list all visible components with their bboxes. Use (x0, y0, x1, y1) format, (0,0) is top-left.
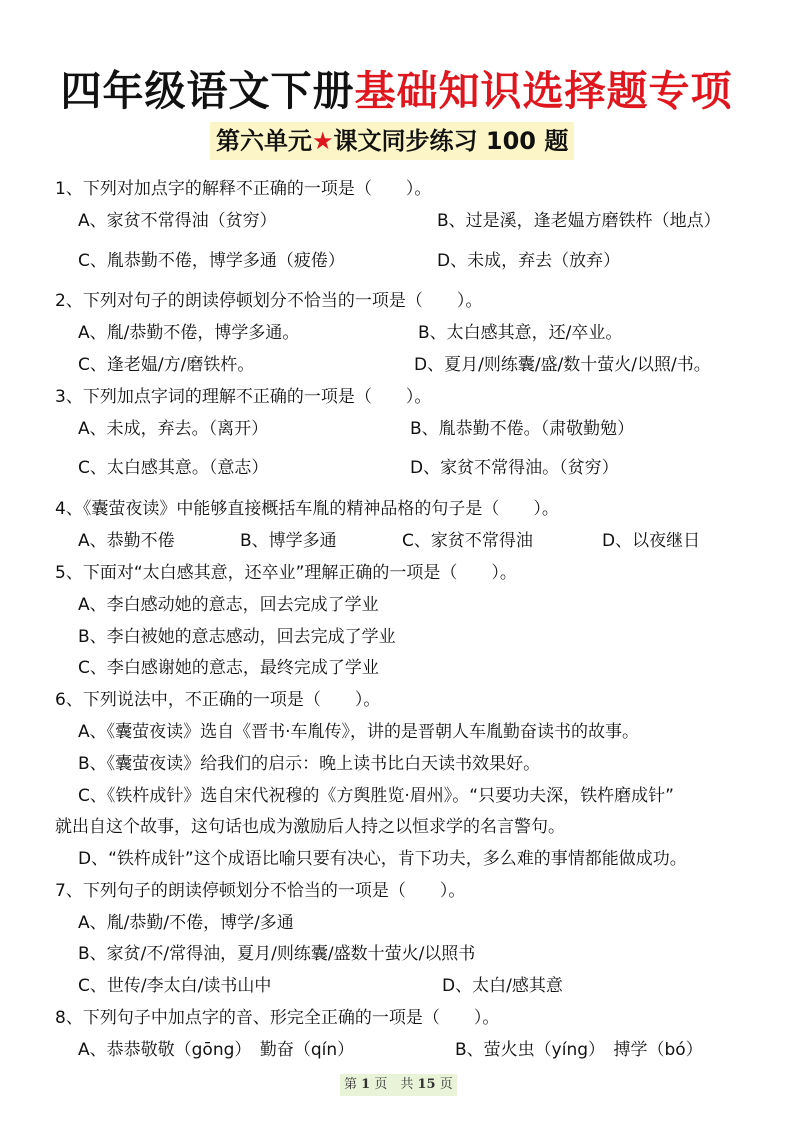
footer-total-pages: 15 (417, 1077, 436, 1092)
q7-option-c: C、世传/李太白/读书山中 (78, 976, 272, 996)
question-6: 6、下列说法中，不正确的一项是（ ）。 (55, 690, 381, 710)
page-subtitle (210, 122, 574, 160)
q3-option-d: D、家贫不常得油。（贫穷） (410, 458, 619, 478)
q1-option-c: C、胤恭勤不倦，博学多通（疲倦） (78, 251, 345, 271)
q1-option-d: D、未成，弃去（放弃） (437, 251, 621, 271)
footer-prefix: 第 (344, 1077, 358, 1092)
question-1: 1、下列对加点字的解释不正确的一项是（ ）。 (55, 179, 432, 199)
q6-option-c-continued: 就出自这个故事，这句话也成为激励后人持之以恒求学的名言警句。 (55, 817, 565, 837)
subtitle-unit: 第六单元 (216, 127, 312, 155)
q6-option-b: B、《囊萤夜读》给我们的启示：晚上读书比白天读书效果好。 (78, 754, 541, 774)
q7-option-d: D、太白/感其意 (442, 976, 563, 996)
q7-option-a: A、胤/恭勤/不倦，博学/多通 (78, 913, 294, 933)
q3-option-c: C、太白感其意。（意志） (78, 458, 269, 478)
question-5: 5、下面对“太白感其意，还卒业”理解正确的一项是（ ）。 (55, 563, 517, 583)
q6-option-c: C、《铁杵成针》选自宋代祝穆的《方舆胜览·眉州》。“只要功夫深，铁杵磨成针” (78, 786, 674, 806)
q5-option-a: A、李白感动她的意志，回去完成了学业 (78, 595, 379, 615)
title-part-red: 基础知识选择题专项 (354, 67, 733, 115)
q3-option-b: B、胤恭勤不倦。（肃敬勤勉） (410, 419, 635, 439)
q4-option-a: A、恭勤不倦 (78, 531, 175, 551)
q3-option-a: A、未成，弃去。（离开） (78, 419, 269, 439)
q6-option-a: A、《囊萤夜读》选自《晋书·车胤传》，讲的是晋朝人车胤勤奋读书的故事。 (78, 722, 640, 742)
q6-option-d: D、“铁杵成针”这个成语比喻只要有决心，肯下功夫，多么难的事情都能做成功。 (78, 849, 687, 869)
q1-option-b: B、过是溪，逢老媪方磨铁杵（地点） (437, 211, 721, 231)
question-8: 8、下列句子中加点字的音、形完全正确的一项是（ ）。 (55, 1008, 500, 1028)
q1-option-a: A、家贫不常得油（贫穷） (78, 211, 277, 231)
footer-mid: 页 共 (374, 1077, 414, 1092)
q7-option-b: B、家贫/不/常得油，夏月/则练囊/盛数十萤火/以照书 (78, 944, 476, 964)
q8-option-b: B、萤火虫（yíng） 搏学（bó） (455, 1040, 703, 1060)
q2-option-a: A、胤/恭勤不倦，博学多通。 (78, 323, 300, 343)
q5-option-c: C、李白感谢她的意志，最终完成了学业 (78, 658, 379, 678)
title-part-black: 四年级语文下册 (60, 67, 355, 115)
footer-suffix: 页 (439, 1077, 453, 1092)
question-4: 4、《囊萤夜读》中能够直接概括车胤的精神品格的句子是（ ）。 (55, 499, 559, 519)
q2-option-b: B、太白感其意，还/卒业。 (418, 323, 623, 343)
question-2: 2、下列对句子的朗读停顿划分不恰当的一项是（ ）。 (55, 291, 483, 311)
q8-option-a: A、恭恭敬敬（gōng） 勤奋（qín） (78, 1040, 355, 1060)
star-icon: ★ (312, 127, 334, 155)
q5-option-b: B、李白被她的意志感动，回去完成了学业 (78, 627, 396, 647)
question-3: 3、下列加点字词的理解不正确的一项是（ ）。 (55, 387, 432, 407)
q2-option-d: D、夏月/则练囊/盛/数十萤火/以照/书。 (414, 355, 711, 375)
q4-option-d: D、以夜继日 (602, 531, 701, 551)
q4-option-b: B、博学多通 (240, 531, 337, 551)
subtitle-desc: 课文同步练习 100 题 (333, 127, 569, 155)
footer-page-number: 1 (361, 1077, 371, 1092)
q4-option-c: C、家贫不常得油 (402, 531, 533, 551)
question-7: 7、下列句子的朗读停顿划分不恰当的一项是（ ）。 (55, 881, 466, 901)
page-footer (340, 1074, 457, 1096)
page-title (0, 58, 793, 117)
q2-option-c: C、逢老媪/方/磨铁杵。 (78, 355, 255, 375)
